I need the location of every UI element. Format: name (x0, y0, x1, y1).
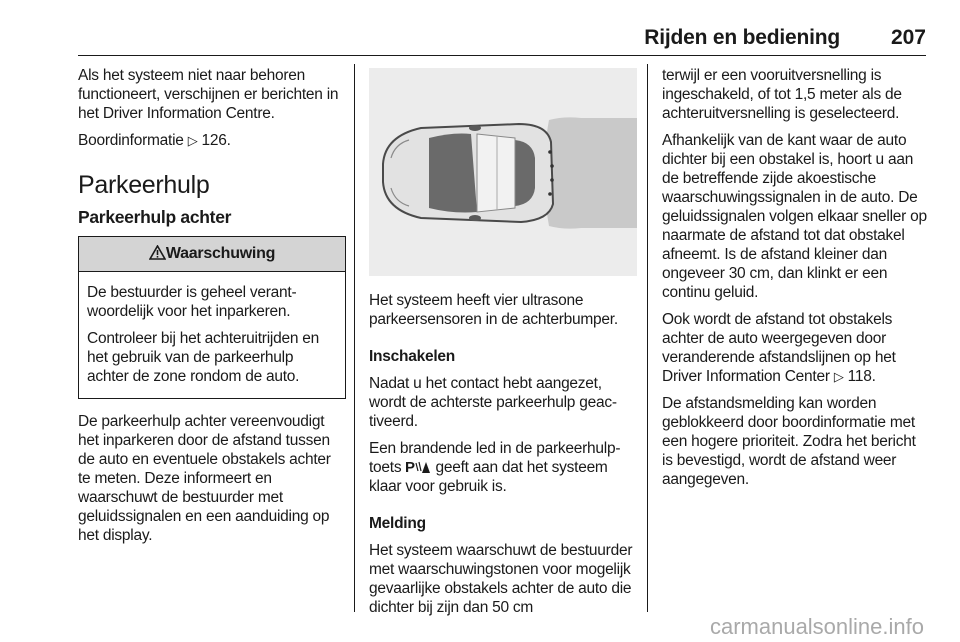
reference-page: 126. (201, 132, 231, 149)
warning-title: Waarschuwing (165, 245, 276, 262)
column-1 (78, 66, 346, 553)
warning-title-bar (79, 237, 345, 272)
reference-arrow-icon: ▷ (187, 133, 198, 148)
page-header (78, 26, 926, 54)
reference-label: Boordinformatie (78, 132, 184, 149)
led-text-2: geeft aan dat het systeem klaar voor gebruik is. (369, 459, 608, 495)
section-title: Rijden en bediening (644, 26, 840, 49)
enable-heading: Inschakelen (369, 348, 455, 365)
sensor-zone (544, 117, 637, 228)
display-paragraph (662, 310, 930, 386)
subsection-heading: Parkeerhulp achter (78, 207, 232, 227)
car-top-view (383, 124, 554, 222)
column-2 (369, 291, 637, 625)
warning-paragraph-2: Controleer bij het achteruitrijden en het gebruik van de parkeerhulp achter de zone rondom de auto. (87, 330, 319, 385)
notify-paragraph: Het systeem waarschuwt de bestuurder met waarschuwingstonen voor mogelijk gevaarlijke obstakels achter de auto die dichter bij zijn dan 50 cm (369, 542, 633, 616)
notify-heading: Melding (369, 515, 426, 532)
car-sensor-illustration (369, 68, 637, 276)
page-number: 207 (890, 26, 926, 49)
warning-body (79, 272, 345, 398)
priority-paragraph: De afstandsmelding kan worden geblokkeerd door boordinformatie met een hogere prioriteit. Zodra het bericht is bevestigd, wordt de afstand weer aangegeven. (662, 395, 916, 488)
header-rule (78, 55, 926, 56)
sensor-paragraph: Het systeem heeft vier ultrasone parkeersensoren in de achterbumper. (369, 292, 618, 328)
display-text: Ook wordt de afstand tot obstakels achter de auto weergegeven door veranderende afstandslijnen op het Driver Information Center (662, 311, 896, 385)
intro-paragraph: Als het systeem niet naar behoren functioneert, verschijnen er berichten in het Driver Information Centre. (78, 67, 339, 122)
watermark: carmanualsonline.info (709, 614, 924, 639)
warning-triangle-icon (149, 245, 166, 260)
column-divider-2 (647, 64, 648, 612)
column-divider-1 (354, 64, 355, 612)
warning-box (78, 236, 346, 399)
body-paragraph: De parkeerhulp achter vereenvoudigt het inparkeren door de afstand tussen de auto en eventuele obstakels achter te meten. Deze informeert en waarschuwt de bestuurder met geluidssignalen en een aanduiding op het display. (78, 413, 331, 544)
park-assist-button-icon (405, 459, 431, 474)
led-paragraph (369, 439, 637, 496)
chapter-heading: Parkeerhulp (78, 171, 210, 199)
led-text-1: Een brandende led in de parkeerhulptoets (369, 440, 621, 476)
reference-arrow-icon: ▷ (833, 369, 844, 384)
signal-paragraph: Afhankelijk van de kant waar de auto dichter bij een obstakel is, hoort u aan de betreffende zijde akoestische waarschuwingssignalen in de auto. De geluidssignalen volgen elkaar sneller op naarmate de afstand tot dat obstakel afneemt. Is de afstand kleiner dan ongeveer 30 cm, dan klinkt er een continu geluid. (662, 132, 927, 301)
enable-paragraph: Nadat u het contact hebt aangezet, wordt de achterste parkeerhulp geactiveerd. (369, 375, 618, 430)
distance-paragraph: terwijl er een vooruitversnelling is ingeschakeld, of tot 1,5 meter als de achteruitversnelling is geselecteerd. (662, 67, 902, 122)
svg-text:P: P (405, 459, 416, 474)
column-3 (662, 66, 930, 497)
reference-line (78, 131, 346, 150)
warning-paragraph-1: De bestuurder is geheel verantwoordelijk voor het inparkeren. (87, 284, 297, 320)
display-page-ref: 118. (847, 368, 876, 385)
